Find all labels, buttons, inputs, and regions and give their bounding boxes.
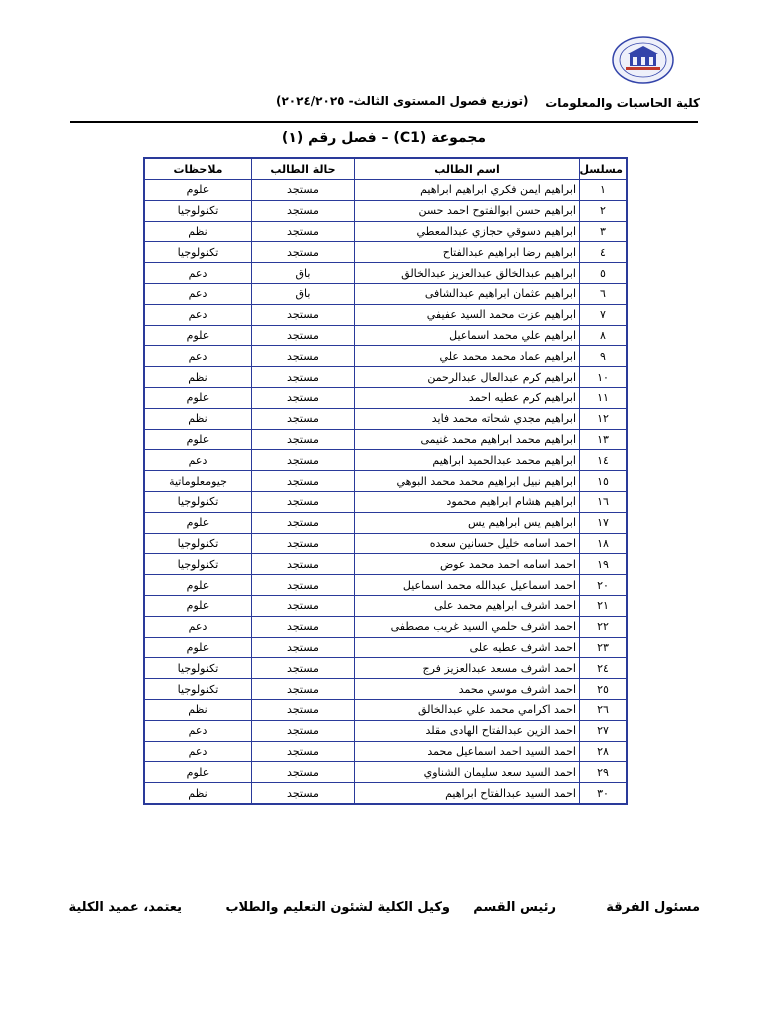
student-name-cell: ابراهيم علي محمد اسماعيل xyxy=(355,325,580,346)
notes-cell: دعم xyxy=(144,720,252,741)
student-name-cell: احمد السيد احمد اسماعيل محمد xyxy=(355,741,580,762)
signature-class-supervisor: مسئول الفرقة xyxy=(606,900,700,915)
serial-cell: ١٥ xyxy=(580,471,628,492)
student-status-cell: مستجد xyxy=(252,762,355,783)
notes-cell: تكنولوجيا xyxy=(144,658,252,679)
student-status-cell: باق xyxy=(252,263,355,284)
student-name-cell: ابراهيم كرم عطيه احمد xyxy=(355,387,580,408)
serial-cell: ٨ xyxy=(580,325,628,346)
notes-cell: تكنولوجيا xyxy=(144,533,252,554)
serial-cell: ٢٥ xyxy=(580,679,628,700)
serial-cell: ٤ xyxy=(580,242,628,263)
serial-cell: ٢٢ xyxy=(580,616,628,637)
student-status-cell: مستجد xyxy=(252,387,355,408)
table-row xyxy=(144,242,627,263)
student-status-cell: مستجد xyxy=(252,679,355,700)
serial-cell: ٢٧ xyxy=(580,720,628,741)
table-row xyxy=(144,554,627,575)
student-status-cell: مستجد xyxy=(252,367,355,388)
table-row xyxy=(144,283,627,304)
col-student-status: حالة الطالب xyxy=(252,158,355,180)
table-row xyxy=(144,471,627,492)
notes-cell: تكنولوجيا xyxy=(144,554,252,575)
serial-cell: ٢ xyxy=(580,200,628,221)
table-row xyxy=(144,679,627,700)
student-status-cell: مستجد xyxy=(252,408,355,429)
student-name-cell: احمد اشرف عطيه على xyxy=(355,637,580,658)
student-name-cell: ابراهيم عزت محمد السيد عفيفي xyxy=(355,304,580,325)
student-status-cell: مستجد xyxy=(252,720,355,741)
serial-cell: ٩ xyxy=(580,346,628,367)
student-name-cell: ابراهيم محمد عبدالحميد ابراهيم xyxy=(355,450,580,471)
table-row xyxy=(144,616,627,637)
student-status-cell: مستجد xyxy=(252,180,355,201)
col-student-name: اسم الطالب xyxy=(355,158,580,180)
serial-cell: ٣٠ xyxy=(580,783,628,804)
header-divider xyxy=(70,121,698,123)
table-row xyxy=(144,387,627,408)
notes-cell: دعم xyxy=(144,263,252,284)
student-name-cell: ابراهيم دسوقي حجازي عبدالمعطي xyxy=(355,221,580,242)
table-row xyxy=(144,304,627,325)
table-header-row xyxy=(144,158,627,180)
college-logo xyxy=(612,36,674,84)
notes-cell: دعم xyxy=(144,616,252,637)
student-status-cell: مستجد xyxy=(252,471,355,492)
table-row xyxy=(144,491,627,512)
college-name: كلية الحاسبات والمعلومات xyxy=(545,96,700,110)
table-row xyxy=(144,658,627,679)
notes-cell: جيومعلوماتية xyxy=(144,471,252,492)
serial-cell: ٢٨ xyxy=(580,741,628,762)
table-row xyxy=(144,637,627,658)
notes-cell: علوم xyxy=(144,595,252,616)
student-name-cell: احمد اشرف موسي محمد xyxy=(355,679,580,700)
serial-cell: ١٣ xyxy=(580,429,628,450)
student-status-cell: مستجد xyxy=(252,200,355,221)
student-name-cell: احمد السيد عبدالفتاح ابراهيم xyxy=(355,783,580,804)
col-serial: مسلسل xyxy=(580,158,628,180)
notes-cell: دعم xyxy=(144,283,252,304)
student-name-cell: احمد الزين عبدالفتاح الهادى مقلد xyxy=(355,720,580,741)
students-table xyxy=(143,157,628,805)
student-status-cell: مستجد xyxy=(252,554,355,575)
notes-cell: علوم xyxy=(144,429,252,450)
serial-cell: ١٧ xyxy=(580,512,628,533)
student-name-cell: احمد اشرف حلمي السيد غريب مصطفى xyxy=(355,616,580,637)
table-row xyxy=(144,699,627,720)
serial-cell: ٧ xyxy=(580,304,628,325)
student-status-cell: مستجد xyxy=(252,637,355,658)
notes-cell: علوم xyxy=(144,180,252,201)
student-status-cell: مستجد xyxy=(252,595,355,616)
notes-cell: دعم xyxy=(144,741,252,762)
student-name-cell: ابراهيم ايمن فكري ابراهيم ابراهيم xyxy=(355,180,580,201)
notes-cell: علوم xyxy=(144,325,252,346)
student-name-cell: احمد اشرف ابراهيم محمد على xyxy=(355,595,580,616)
student-status-cell: مستجد xyxy=(252,699,355,720)
student-name-cell: احمد اشرف مسعد عبدالعزيز فرج xyxy=(355,658,580,679)
signature-dean: يعتمد، عميد الكلية xyxy=(68,900,182,915)
table-row xyxy=(144,783,627,804)
notes-cell: علوم xyxy=(144,387,252,408)
student-name-cell: ابراهيم رضا ابراهيم عبدالفتاح xyxy=(355,242,580,263)
serial-cell: ١٠ xyxy=(580,367,628,388)
serial-cell: ٥ xyxy=(580,263,628,284)
notes-cell: نظم xyxy=(144,408,252,429)
student-name-cell: ابراهيم عثمان ابراهيم عبدالشافى xyxy=(355,283,580,304)
serial-cell: ١٢ xyxy=(580,408,628,429)
notes-cell: نظم xyxy=(144,367,252,388)
notes-cell: دعم xyxy=(144,450,252,471)
student-status-cell: باق xyxy=(252,283,355,304)
group-title: مجموعة (C1) – فصل رقم (١) xyxy=(281,130,487,146)
student-name-cell: احمد السيد سعد سليمان الشناوي xyxy=(355,762,580,783)
serial-cell: ٢٣ xyxy=(580,637,628,658)
student-status-cell: مستجد xyxy=(252,304,355,325)
student-name-cell: ابراهيم مجدي شحاته محمد فايد xyxy=(355,408,580,429)
student-name-cell: ابراهيم يس ابراهيم يس xyxy=(355,512,580,533)
table-row xyxy=(144,221,627,242)
student-status-cell: مستجد xyxy=(252,575,355,596)
notes-cell: دعم xyxy=(144,346,252,367)
distribution-title: (توزيع فصول المستوى الثالث- ٢٠٢٤/٢٠٢٥) xyxy=(276,94,529,108)
table-row xyxy=(144,762,627,783)
student-name-cell: احمد اسماعيل عبدالله محمد اسماعيل xyxy=(355,575,580,596)
student-name-cell: ابراهيم عبدالخالق عبدالعزيز عبدالخالق xyxy=(355,263,580,284)
table-row xyxy=(144,512,627,533)
serial-cell: ٢٠ xyxy=(580,575,628,596)
student-name-cell: ابراهيم هشام ابراهيم محمود xyxy=(355,491,580,512)
notes-cell: تكنولوجيا xyxy=(144,242,252,263)
student-name-cell: ابراهيم كرم عبدالعال عبدالرحمن xyxy=(355,367,580,388)
table-row xyxy=(144,200,627,221)
table-row xyxy=(144,408,627,429)
serial-cell: ١٨ xyxy=(580,533,628,554)
serial-cell: ١٩ xyxy=(580,554,628,575)
serial-cell: ٢١ xyxy=(580,595,628,616)
notes-cell: دعم xyxy=(144,304,252,325)
table-row xyxy=(144,575,627,596)
student-name-cell: ابراهيم محمد ابراهيم محمد غنيمى xyxy=(355,429,580,450)
student-name-cell: ابراهيم حسن ابوالفتوح احمد حسن xyxy=(355,200,580,221)
table-row xyxy=(144,533,627,554)
student-status-cell: مستجد xyxy=(252,658,355,679)
serial-cell: ٦ xyxy=(580,283,628,304)
notes-cell: علوم xyxy=(144,575,252,596)
student-name-cell: ابراهيم عماد محمد محمد علي xyxy=(355,346,580,367)
student-name-cell: احمد اسامه خليل حسانين سعده xyxy=(355,533,580,554)
table-row xyxy=(144,367,627,388)
notes-cell: علوم xyxy=(144,512,252,533)
signature-vice-dean: وكيل الكلية لشئون التعليم والطلاب xyxy=(225,900,450,915)
student-status-cell: مستجد xyxy=(252,429,355,450)
student-name-cell: احمد اسامه احمد محمد عوض xyxy=(355,554,580,575)
student-name-cell: احمد اكرامي محمد علي عبدالخالق xyxy=(355,699,580,720)
notes-cell: علوم xyxy=(144,637,252,658)
notes-cell: نظم xyxy=(144,699,252,720)
notes-cell: تكنولوجيا xyxy=(144,491,252,512)
serial-cell: ١٤ xyxy=(580,450,628,471)
serial-cell: ١١ xyxy=(580,387,628,408)
table-row xyxy=(144,346,627,367)
notes-cell: تكنولوجيا xyxy=(144,200,252,221)
serial-cell: ١٦ xyxy=(580,491,628,512)
student-status-cell: مستجد xyxy=(252,616,355,637)
student-status-cell: مستجد xyxy=(252,783,355,804)
notes-cell: نظم xyxy=(144,783,252,804)
serial-cell: ٢٦ xyxy=(580,699,628,720)
table-row xyxy=(144,180,627,201)
signature-department-head: رئيس القسم xyxy=(473,900,556,915)
student-status-cell: مستجد xyxy=(252,741,355,762)
student-status-cell: مستجد xyxy=(252,491,355,512)
student-status-cell: مستجد xyxy=(252,450,355,471)
table-row xyxy=(144,595,627,616)
table-row xyxy=(144,720,627,741)
notes-cell: علوم xyxy=(144,762,252,783)
student-name-cell: ابراهيم نبيل ابراهيم محمد محمد البوهي xyxy=(355,471,580,492)
student-status-cell: مستجد xyxy=(252,512,355,533)
student-status-cell: مستجد xyxy=(252,221,355,242)
table-row xyxy=(144,325,627,346)
student-status-cell: مستجد xyxy=(252,346,355,367)
student-status-cell: مستجد xyxy=(252,242,355,263)
col-notes: ملاحظات xyxy=(144,158,252,180)
student-status-cell: مستجد xyxy=(252,533,355,554)
notes-cell: نظم xyxy=(144,221,252,242)
table-row xyxy=(144,450,627,471)
serial-cell: ١ xyxy=(580,180,628,201)
notes-cell: تكنولوجيا xyxy=(144,679,252,700)
serial-cell: ٣ xyxy=(580,221,628,242)
table-row xyxy=(144,263,627,284)
table-row xyxy=(144,429,627,450)
table-row xyxy=(144,741,627,762)
serial-cell: ٢٩ xyxy=(580,762,628,783)
student-status-cell: مستجد xyxy=(252,325,355,346)
serial-cell: ٢٤ xyxy=(580,658,628,679)
